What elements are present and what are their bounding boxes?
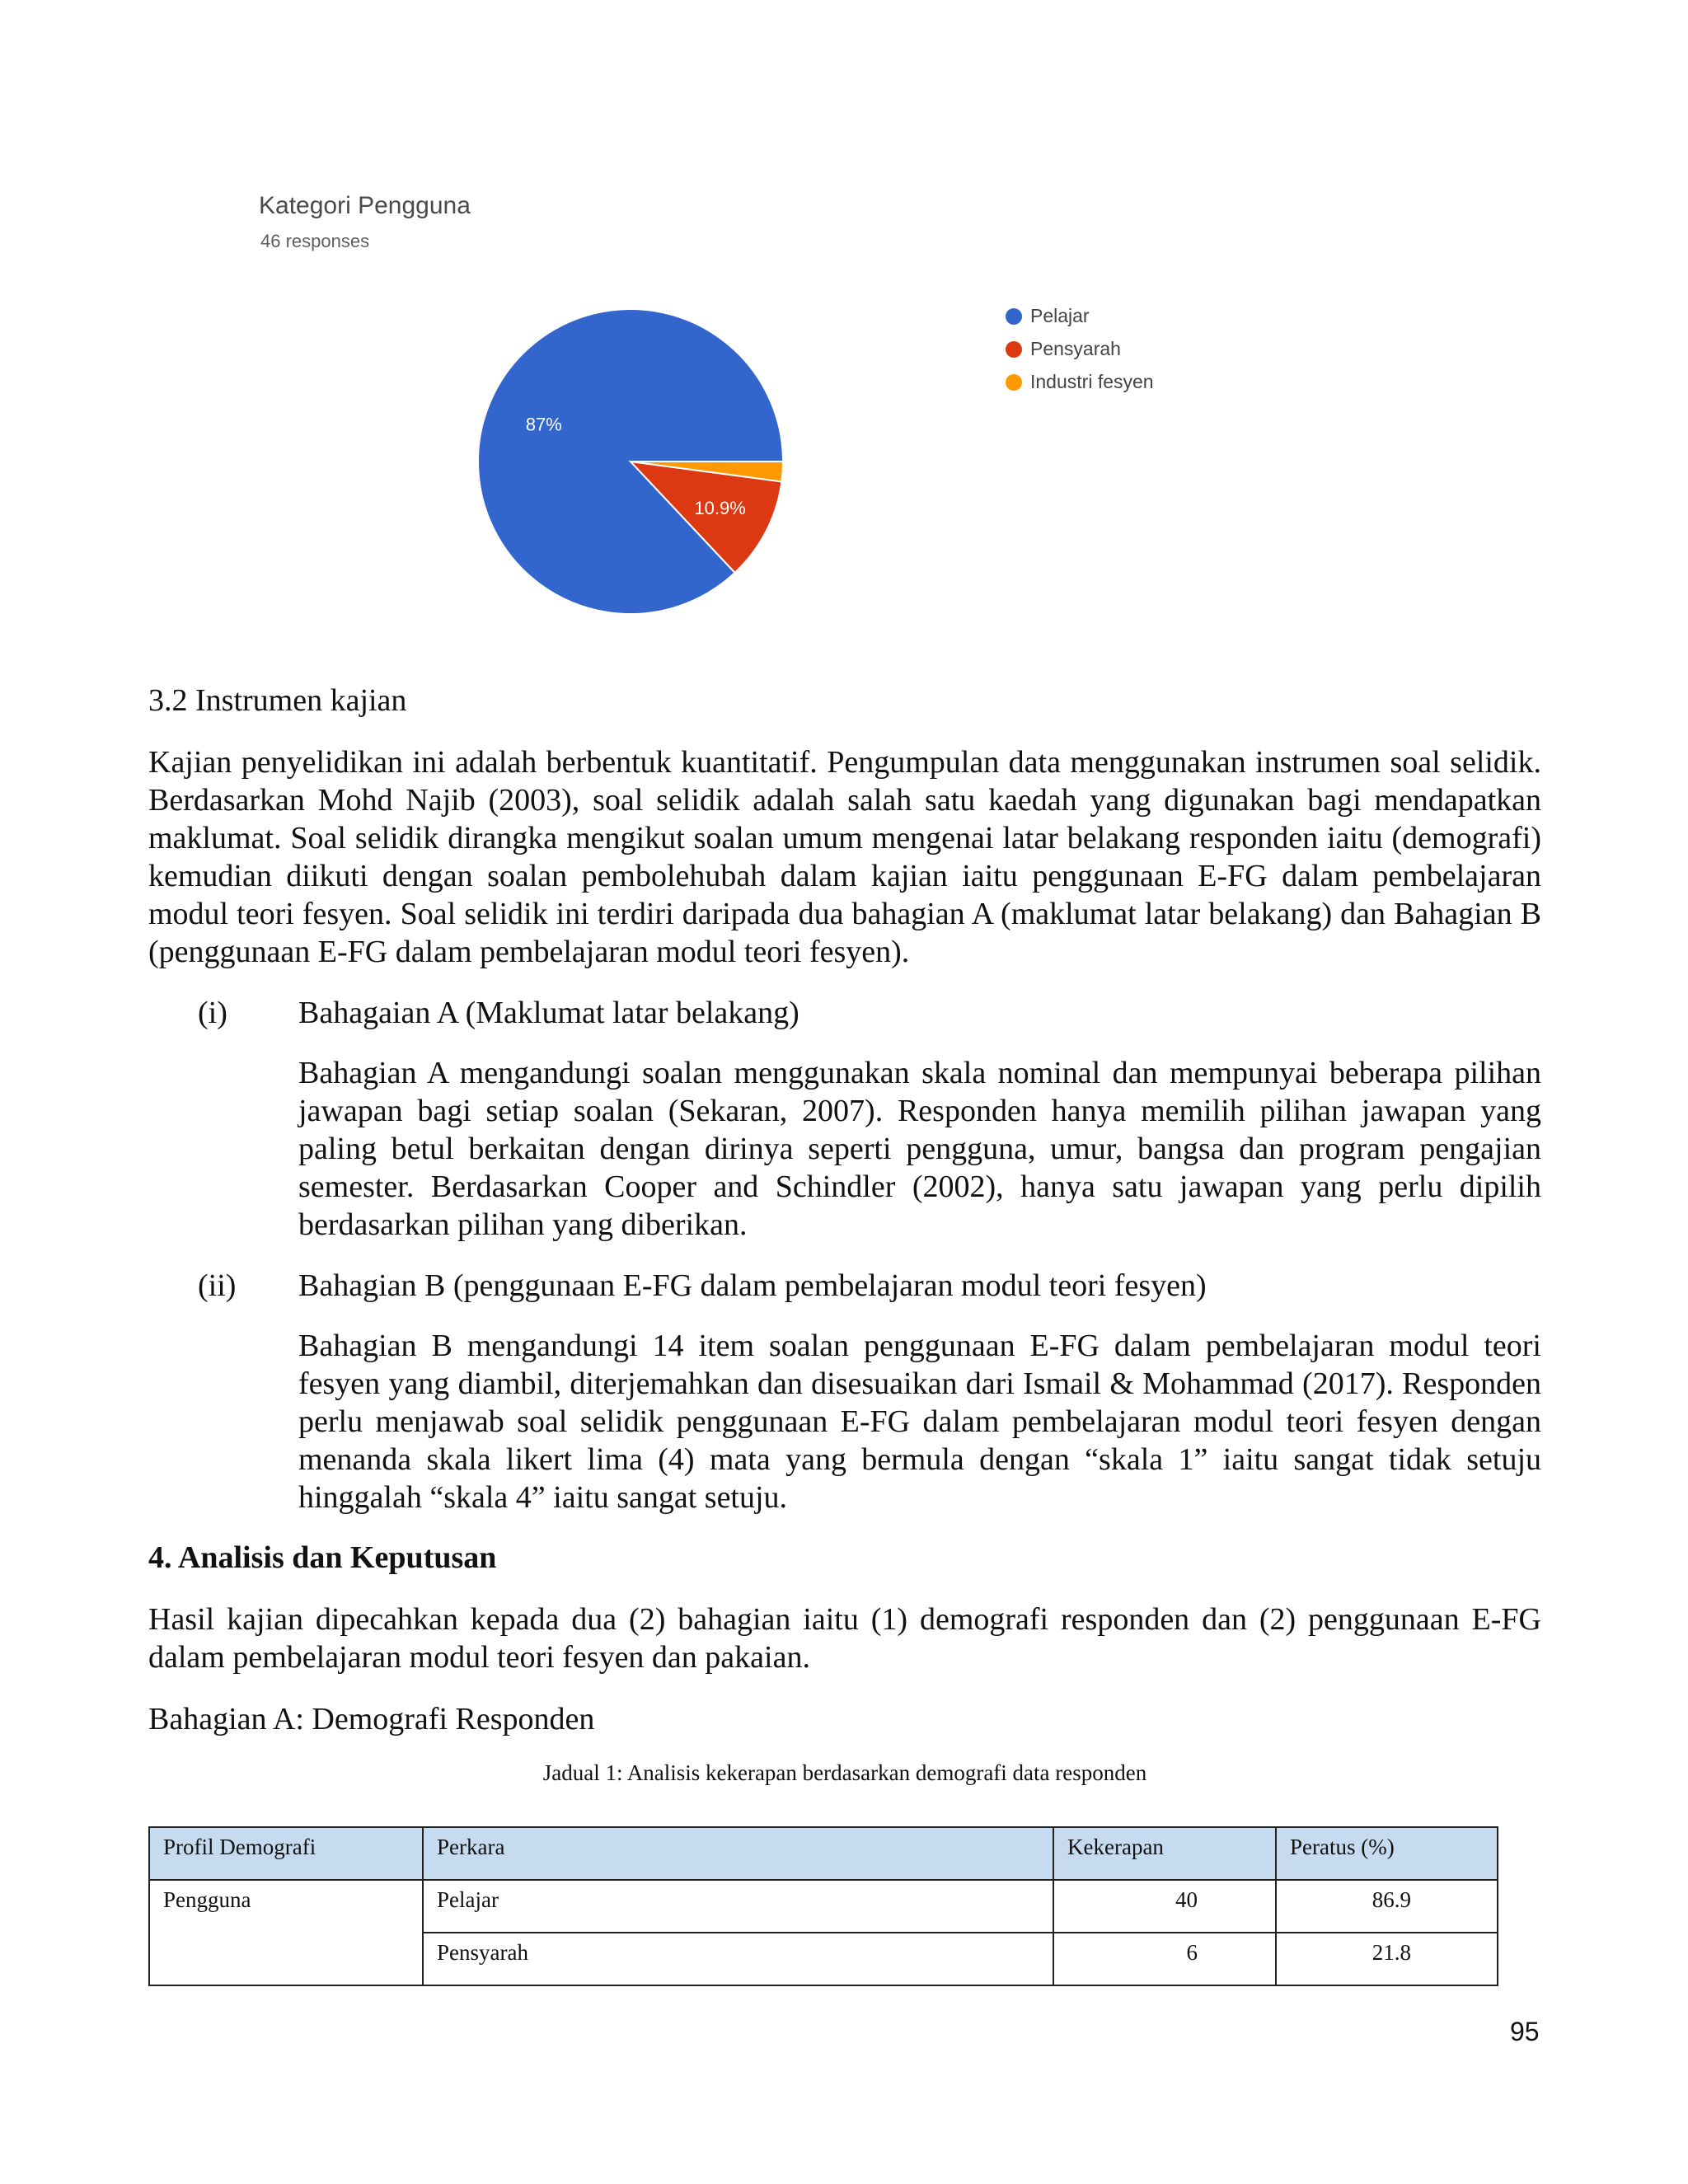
list-item-title: Bahagian B (penggunaan E-FG dalam pembelajaran modul teori fesyen) <box>298 1268 1207 1303</box>
pie-chart <box>247 177 1467 672</box>
pie-data-label: 87% <box>525 414 562 435</box>
legend-item <box>1006 305 1090 327</box>
legend-label: Industri fesyen <box>1030 371 1154 392</box>
table-header-cell: Profil Demografi <box>149 1827 423 1880</box>
chart-subtitle: 46 responses <box>260 231 370 251</box>
demographics-table-wrapper <box>148 1826 1498 1986</box>
legend-swatch-icon <box>1006 374 1022 391</box>
table-cell: Pelajar <box>423 1880 1053 1933</box>
list-item-body: Bahagian B mengandungi 14 item soalan penggunaan E-FG dalam pembelajaran modul teori fesyen yang diambil, diterjemahkan dan disesuaikan dari Ismail & Mohammad (2017). Responden perlu menjawab soal selidik penggunaan E-FG dalam pembelajaran modul teori fesyen dengan menanda skala likert lima (4) mata yang bermula dengan “skala 1” iaitu sangat tidak setuju hinggalah “skala 4” iaitu sangat setuju. <box>298 1329 1541 1515</box>
pie-chart-figure <box>247 177 1467 672</box>
chart-legend <box>1006 305 1335 420</box>
table-cell: 21.8 <box>1276 1933 1498 1985</box>
chart-title: Kategori Pengguna <box>259 192 471 219</box>
demographics-table <box>148 1826 1498 1986</box>
section-paragraph: Hasil kajian dipecahkan kepada dua (2) bahagian iaitu (1) demografi responden dan (2) penggunaan E-FG dalam pembelajaran modul teori fesyen dan pakaian. <box>148 1602 1541 1675</box>
legend-swatch-icon <box>1006 341 1022 358</box>
table-cell: 86.9 <box>1276 1880 1498 1933</box>
legend-label: Pelajar <box>1030 305 1090 326</box>
subheading: Bahagian A: Demografi Responden <box>148 1702 595 1736</box>
section-heading-4: 4. Analisis dan Keputusan <box>148 1540 497 1575</box>
list-item-title: Bahagaian A (Maklumat latar belakang) <box>298 996 799 1030</box>
legend-item <box>1006 338 1121 360</box>
table-caption: Jadual 1: Analisis kekerapan berdasarkan demografi data responden <box>542 1760 1147 1785</box>
list-item-body: Bahagian A mengandungi soalan menggunakan skala nominal dan mempunyai beberapa pilihan jawapan bagi setiap soalan (Sekaran, 2007). Responden hanya memilih pilihan jawapan yang paling betul berkaitan dengan dirinya seperti pengguna, umur, bangsa dan program pengajian semester. Berdasarkan Cooper and Schindler (2002), hanya satu jawapan yang perlu dipilih berdasarkan pilihan yang diberikan. <box>298 1056 1541 1242</box>
section-heading-3-2: 3.2 Instrumen kajian <box>148 683 407 718</box>
page-number: 95 <box>1510 2017 1540 2046</box>
table-row <box>149 1880 1498 1933</box>
list-marker: (i) <box>198 996 227 1030</box>
table-cell: 40 <box>1053 1880 1276 1933</box>
section-paragraph: Kajian penyelidikan ini adalah berbentuk kuantitatif. Pengumpulan data menggunakan instrumen soal selidik. Berdasarkan Mohd Najib (2003), soal selidik adalah salah satu kaedah yang digunakan bagi mendapatkan maklumat. Soal selidik dirangka mengikut soalan umum mengenai latar belakang responden iaitu (demografi) kemudian diikuti dengan soalan pembolehubah dalam kajian iaitu penggunaan E-FG dalam pembelajaran modul teori fesyen. Soal selidik ini terdiri daripada dua bahagian A (maklumat latar belakang) dan Bahagian B (penggunaan E-FG dalam pembelajaran modul teori fesyen). <box>148 745 1541 969</box>
legend-swatch-icon <box>1006 308 1022 325</box>
pie-data-label: 10.9% <box>694 497 746 518</box>
table-cell: 6 <box>1053 1933 1276 1985</box>
table-cell-group: Pengguna <box>149 1880 423 1985</box>
table-header-row <box>149 1827 1498 1880</box>
legend-item <box>1006 371 1154 393</box>
table-header-cell: Kekerapan <box>1053 1827 1276 1880</box>
table-header-cell: Perkara <box>423 1827 1053 1880</box>
table-cell: Pensyarah <box>423 1933 1053 1985</box>
list-marker: (ii) <box>198 1268 237 1303</box>
legend-label: Pensyarah <box>1030 338 1121 359</box>
table-header-cell: Peratus (%) <box>1276 1827 1498 1880</box>
